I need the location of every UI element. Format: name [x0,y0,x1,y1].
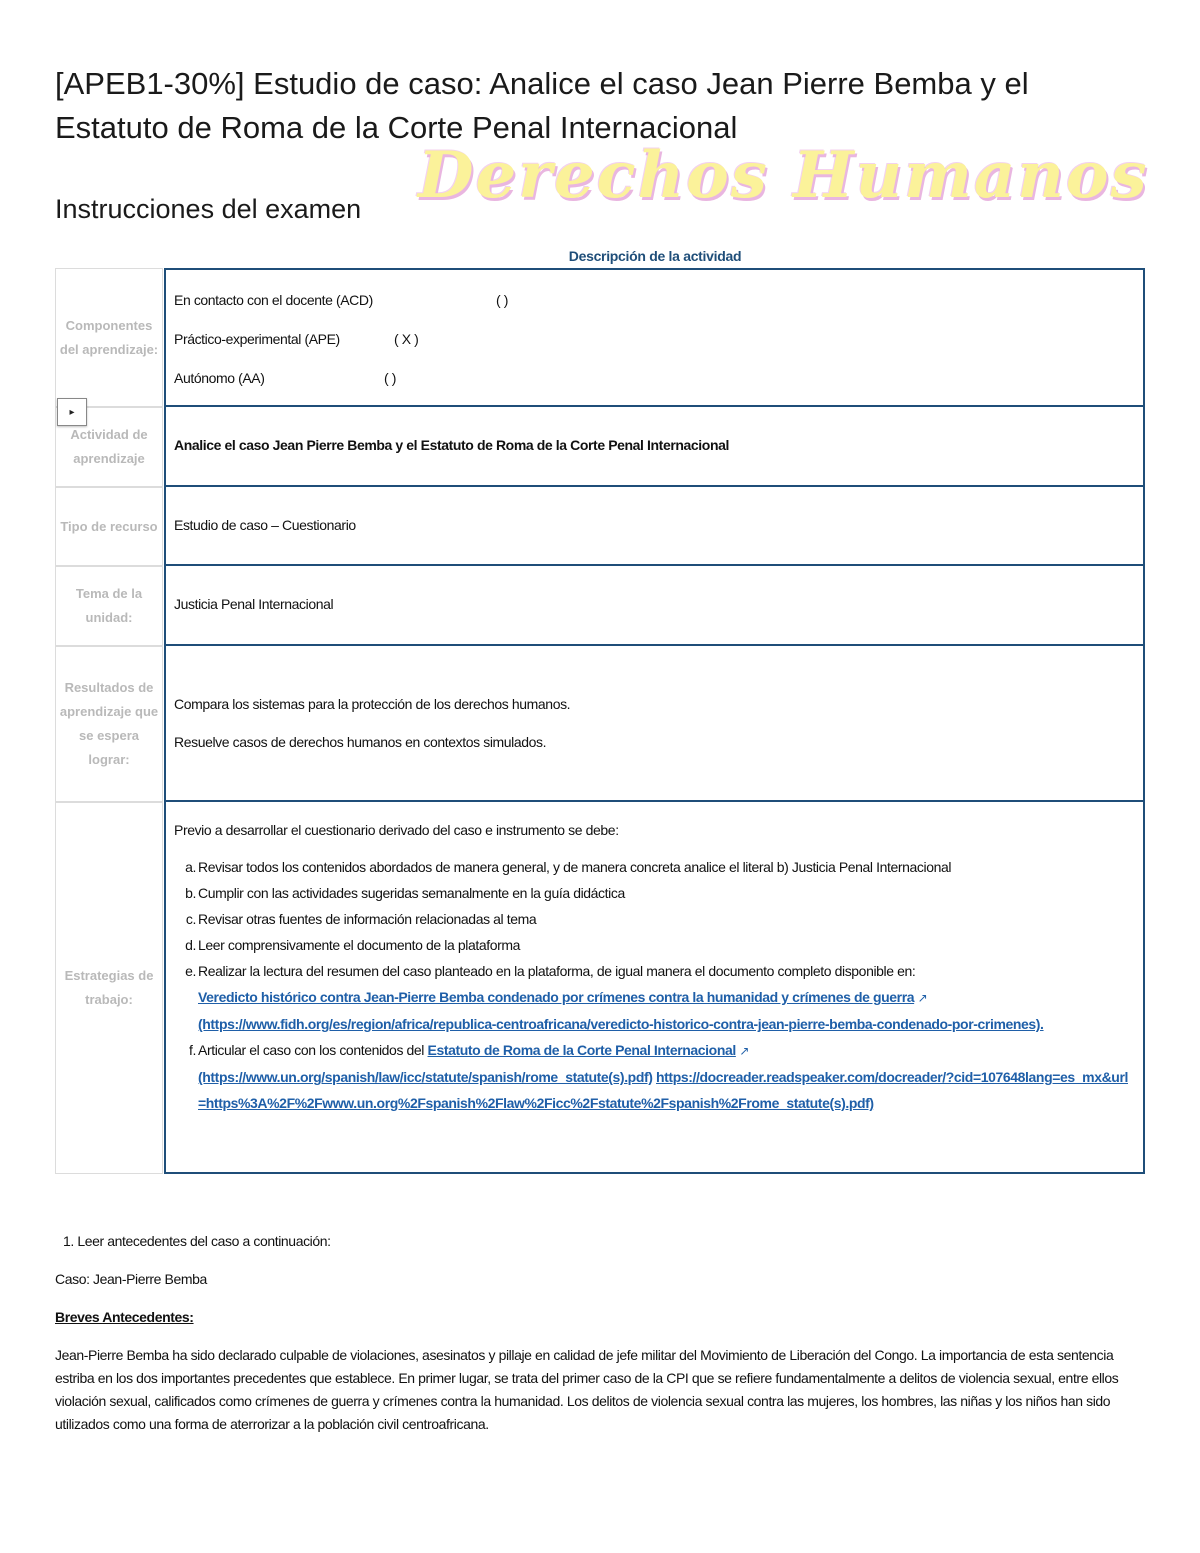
aa-label: Autónomo (AA) [174,370,265,386]
acd-mark: ( ) [496,292,509,308]
strategies-cell [164,802,1145,1174]
activity-description-heading: Descripción de la actividad [568,248,742,264]
list-item: c. Revisar otras fuentes de información relacionadas al tema [185,911,537,927]
bemba-verdict-url-link[interactable]: (https://www.fidh.org/es/region/africa/republica-centroafricana/veredicto-historico-contra-jean-pierre-bemba-condenado-por-crimenes). [198,1016,1044,1032]
background-heading: Breves Antecedentes: [55,1309,194,1325]
page-title: [APEB1-30%] Estudio de caso: Analice el caso Jean Pierre Bemba y el Estatuto de Roma de la Corte Penal Internacional [55,66,1029,145]
step-1-heading: 1. Leer antecedentes del caso a continuación: [63,1233,331,1249]
activity-row [55,407,1145,487]
strategies-list [174,854,1134,1116]
components-label: Componentes del aprendizaje: [55,268,163,407]
components-row [55,268,1145,407]
background-paragraph: Jean-Pierre Bemba ha sido declarado culpable de violaciones, asesinatos y pillaje en calidad de jefe militar del Movimiento de Liberación del Congo. La importancia de esta sentencia estriba en los dos importantes precedentes que establece. En primer lugar, se trata del primer caso de la CPI que se refiere fundamentalmente a delitos de violencia sexual, entre ellos violación sexual, calificados como crímenes de guerra y crímenes contra la humanidad. Los delitos de violencia sexual contra las mujeres, los hombres, las niñas y los niños han sido utilizados como una forma de aterrorizar a la población civil centroafricana. [55,1347,1119,1432]
topic-value: Justicia Penal Internacional [174,596,334,612]
derechos-humanos-watermark: Derechos Humanos [418,138,1149,213]
external-link-icon: ↗ [739,1044,750,1058]
strategies-label: Estrategias de trabajo: [55,802,163,1174]
results-label: Resultados de aprendizaje que se espera lograr: [55,646,163,802]
results-cell [164,646,1145,802]
rome-statute-link[interactable]: Estatuto de Roma de la Corte Penal Internacional [427,1042,736,1058]
ape-label: Práctico-experimental (APE) [174,331,340,347]
list-item: b. Cumplir con las actividades sugeridas semanalmente en la guía didáctica [185,885,625,901]
bemba-verdict-link[interactable]: Veredicto histórico contra Jean-Pierre Bemba condenado por crímenes contra la humanidad y crímenes de guerra [198,989,915,1005]
case-title: Caso: Jean-Pierre Bemba [55,1271,207,1287]
list-item: a. Revisar todos los contenidos abordados de manera general, y de manera concreta analice el literal b) Justicia Penal Internacional [185,859,952,875]
components-cell [164,268,1145,407]
strategies-row [55,802,1145,1174]
play-button[interactable]: ▸ [57,398,87,426]
activity-cell [164,407,1145,487]
docreader-url-link[interactable]: https://docreader.readspeaker.com/docreader/?cid=107648lang=es_mx&url=https%3A%2F%2Fwww.un.org%2Fspanish%2Flaw%2Ficc%2Fstatute%2Fspanish%2Frome_statute(s).pdf) [198,1069,1128,1111]
list-item: d. Leer comprensivamente el documento de la plataforma [185,937,521,953]
results-line-2: Resuelve casos de derechos humanos en contextos simulados. [174,734,547,750]
exam-instructions-heading: Instrucciones del examen [55,194,362,224]
topic-row [55,566,1145,646]
resource-label: Tipo de recurso [55,487,163,566]
activity-value: Analice el caso Jean Pierre Bemba y el Estatuto de Roma de la Corte Penal Internacional [174,437,729,453]
topic-label: Tema de la unidad: [55,566,163,646]
activity-label: Actividad de aprendizaje [55,407,163,487]
resource-value: Estudio de caso – Cuestionario [174,517,356,533]
aa-mark: ( ) [384,370,397,386]
resource-row [55,487,1145,566]
acd-label: En contacto con el docente (ACD) [174,292,373,308]
list-item: e. Realizar la lectura del resumen del caso planteado en la plataforma, de igual manera el documento completo disponible en: Veredicto histórico contra Jean-Pierre Bemba condenado por crímenes contra la humanidad y crímenes de guerra ↗ (https://www.fidh.org/es/region/africa/republica-centroafricana/veredicto-historico-contra-jean-pierre-bemba-condenado-por-crimenes). [185,963,1044,1032]
strategies-intro: Previo a desarrollar el cuestionario derivado del caso e instrumento se debe: [174,822,619,838]
rome-statute-url-link[interactable]: (https://www.un.org/spanish/law/icc/statute/spanish/rome_statute(s).pdf) [198,1069,653,1085]
list-item: f. Articular el caso con los contenidos del Estatuto de Roma de la Corte Penal Internacional ↗ (https://www.un.org/spanish/law/icc/statute/spanish/rome_statute(s).pdf) https://docreader.readspeaker.com/docreader/?cid=107648lang=es_mx&url=https%3A%2F%2Fwww.un.org%2Fspanish%2Flaw%2Ficc%2Fstatute%2Fspanish%2Frome_statute(s).pdf) [189,1042,1128,1111]
external-link-icon: ↗ [917,991,928,1005]
resource-cell [164,487,1145,566]
ape-mark: ( X ) [394,331,419,347]
topic-cell [164,566,1145,646]
results-line-1: Compara los sistemas para la protección de los derechos humanos. [174,696,571,712]
results-row [55,646,1145,802]
